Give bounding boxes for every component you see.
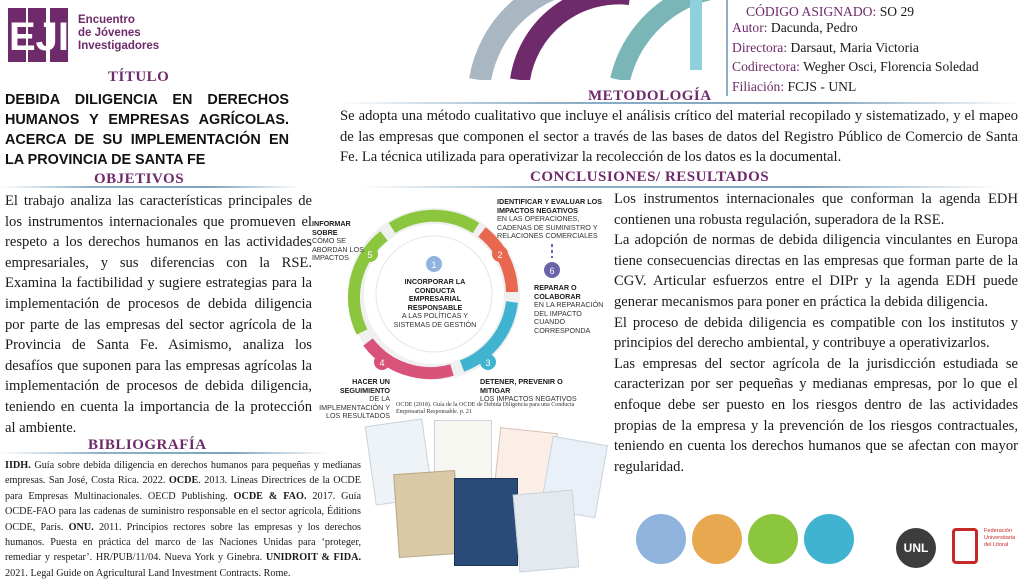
bib-entry: . 2013. Líneas Directrices de la OCDE para Empresas Multinacionales. OECD Publishing. xyxy=(5,475,361,502)
globe-icon xyxy=(804,514,854,564)
due-diligence-diagram xyxy=(312,192,612,421)
svg-text:6: 6 xyxy=(549,266,555,276)
code-value: SO 29 xyxy=(879,4,915,19)
step-desc: EN LAS OPERACIONES, CADENAS DE SUMINISTRO Y RELACIONES COMERCIALES xyxy=(497,214,598,241)
info-value: Wegher Osci, Florencia Soledad xyxy=(803,59,979,75)
svg-text:5: 5 xyxy=(367,250,373,260)
step-desc: EN LA REPARACIÓN DEL IMPACTO CUANDO CORRESPONDA xyxy=(534,300,604,335)
step-title: DETENER, PREVENIR O MITIGAR xyxy=(480,377,563,395)
bib-entry: 2011. Principios rectores sobre las empresas y los derechos humanos. Puesta en práctica del marco de las Naciones Unidas para ‘proteger, remediar y respetar’. HR/PUB/11/04. Nueva York y Ginebra. xyxy=(5,521,362,564)
section-heading-bibliografia: BIBLIOGRAFÍA xyxy=(88,437,207,453)
unl-logo: UNL xyxy=(896,528,936,568)
info-author xyxy=(732,18,979,38)
info-codirector xyxy=(732,57,979,77)
diagram-center-bold: INCORPORAR LA CONDUCTA EMPRESARIAL RESPONSABLE xyxy=(404,277,466,312)
diagram-center-rest: A LAS POLÍTICAS Y SISTEMAS DE GESTIÓN xyxy=(393,311,477,329)
bib-author: OCDE xyxy=(168,475,199,487)
community-icon xyxy=(692,514,742,564)
research-icon xyxy=(636,514,686,564)
conclusiones-block xyxy=(614,189,1018,477)
section-heading-conclusiones: CONCLUSIONES/ RESULTADOS xyxy=(530,169,770,185)
logo-line: Encuentro xyxy=(78,14,135,26)
bib-entry: 2021. Legal Guide on Agricultural Land Investment Contracts. Rome. xyxy=(5,567,291,579)
info-value: Darsaut, Maria Victoria xyxy=(790,39,919,55)
info-label: Directora: xyxy=(732,39,788,55)
bib-entry: Guía sobre debida diligencia en derechos humanos para pequeñas y medianas empresas. San José, Costa Rica. 2022. xyxy=(5,460,361,487)
step-title: INFORMAR SOBRE xyxy=(312,219,351,237)
cover-image xyxy=(513,490,580,573)
decorative-bar xyxy=(690,0,702,70)
objetivos-text: El trabajo analiza las características principales de los instrumentos internacionales que promueven el respeto a los derechos humanos en las actividades empresariales, y sus diferencias con la RSE. Examina la factibilidad y sugiere estrategias para la implementación de procesos de debida diligencia por parte de las empresas del sector agrícola de la Provincia de Santa Fe. Asimismo, analiza los desafíos que suponen para las empresas agrícolas la implementación de procesos de debida diligencia, teniendo en cuenta la importancia de la protección al ambiente. xyxy=(5,193,312,436)
info-value: FCJS - UNL xyxy=(787,78,857,94)
bib-author: UNIDROIT & FIDA. xyxy=(265,552,362,564)
svg-text:3: 3 xyxy=(485,358,491,368)
eji-logo xyxy=(6,4,72,66)
eji-logo-mark xyxy=(6,4,72,66)
diagram-center-text xyxy=(392,278,478,330)
diagram-step-6 xyxy=(534,284,614,336)
ful-logo-text: Federación Universitaria del Litoral xyxy=(984,528,1016,548)
ful-logo-icon xyxy=(952,528,978,564)
section-heading-objetivos: OBJETIVOS xyxy=(94,171,185,187)
conclusion-paragraph: Los instrumentos internacionales que conforman la agenda EDH contienen una robusta regulación, superadora de la RSE. xyxy=(614,191,1018,228)
bib-author: IIDH. xyxy=(5,460,31,471)
info-divider xyxy=(726,0,728,96)
diagram-caption: OCDE (2018). Guía de la OCDE de Debida Diligencia para una Conducta Empresarial Responsable. p. 21 xyxy=(396,402,575,415)
info-label: Autor: xyxy=(732,20,768,35)
info-director xyxy=(732,38,979,58)
conclusion-paragraph: La adopción de normas de debida diligencia vinculantes en Europa tiene consecuencias directas en las empresas que forman parte de la CGV. Articular esfuerzos entre el DIPr y la agenda EDH puede generar mecanismos para poner en práctica la debida diligencia. xyxy=(614,232,1018,310)
section-rule xyxy=(360,186,1000,188)
diagram-step-4 xyxy=(312,378,390,421)
section-heading-metodologia: METODOLOGÍA xyxy=(588,88,712,104)
section-heading-titulo: TÍTULO xyxy=(108,69,170,85)
step-title: IDENTIFICAR Y EVALUAR LOS IMPACTOS NEGATIVOS xyxy=(497,197,603,215)
diagram-step-5 xyxy=(312,220,376,263)
bib-author: ONU. xyxy=(68,521,94,533)
publication-covers xyxy=(366,416,610,574)
info-label: Codirectora: xyxy=(732,59,800,75)
info-label: Filiación: xyxy=(732,78,785,94)
conclusion-paragraph: El proceso de debida diligencia es compatible con los institutos y principios del derecho ambiental, y contribuye a operativizarlos. xyxy=(614,314,1018,352)
cover-image xyxy=(393,470,461,558)
diagram-step-3 xyxy=(480,378,580,404)
info-affiliation xyxy=(732,77,979,97)
info-block xyxy=(732,18,979,96)
cover-image xyxy=(454,478,518,566)
agriculture-icon xyxy=(748,514,798,564)
step-title: REPARAR O COLABORAR xyxy=(534,283,581,301)
metodologia-text: Se adopta una método cualitativo que incluye el análisis crítico del material recopilado y sistematizado, y el mapeo de las empresas que componen el sector a través de las bases de datos del Registro Público de Comercio de Santa Fe. La técnica utilizada para operativizar la recolección de los datos es la documental. xyxy=(340,108,1018,166)
logo-text xyxy=(78,14,159,53)
bibliography-text xyxy=(5,458,361,581)
bib-entry: 2017. Guía OCDE-FAO para las cadenas de suministro responsable en el sector agrícola, Éditions OCDE, París. xyxy=(5,490,361,533)
step-title: HACER UN SEGUIMIENTO xyxy=(339,377,390,395)
conclusion-paragraph: Las empresas del sector agrícola de la jurisdicción estudiada se caracterizan por ser pequeñas y medianas empresas, por lo que el enfoque debe ser puesto en los riesgos dentro de las actividades propias de la empresa y la prevención de los riesgos contractuales, teniendo en cuenta los derechos humanos que se afectan con mayor regularidad. xyxy=(614,355,1018,475)
svg-text:4: 4 xyxy=(379,358,385,368)
poster-title: DEBIDA DILIGENCIA EN DERECHOS HUMANOS Y EMPRESAS AGRÍCOLAS. ACERCA DE SU IMPLEMENTACIÓN EN LA PROVINCIA DE SANTA FE xyxy=(5,92,289,168)
step-desc: LOS IMPACTOS NEGATIVOS xyxy=(480,394,577,404)
step-desc: CÓMO SE ABORDAN LOS IMPACTOS xyxy=(312,236,364,263)
diagram-step-2 xyxy=(497,198,607,241)
logo-line: de Jóvenes xyxy=(78,27,141,39)
svg-text:2: 2 xyxy=(497,250,503,260)
svg-text:EJI: EJI xyxy=(8,15,70,59)
bib-author: OCDE & FAO. xyxy=(233,490,307,502)
step-desc: DE LA IMPLEMENTACIÓN Y LOS RESULTADOS xyxy=(319,394,390,421)
logo-line: Investigadores xyxy=(78,40,160,52)
info-value: Dacunda, Pedro xyxy=(770,20,858,35)
code-label: CÓDIGO ASIGNADO: xyxy=(746,4,877,19)
svg-text:1: 1 xyxy=(431,260,437,270)
